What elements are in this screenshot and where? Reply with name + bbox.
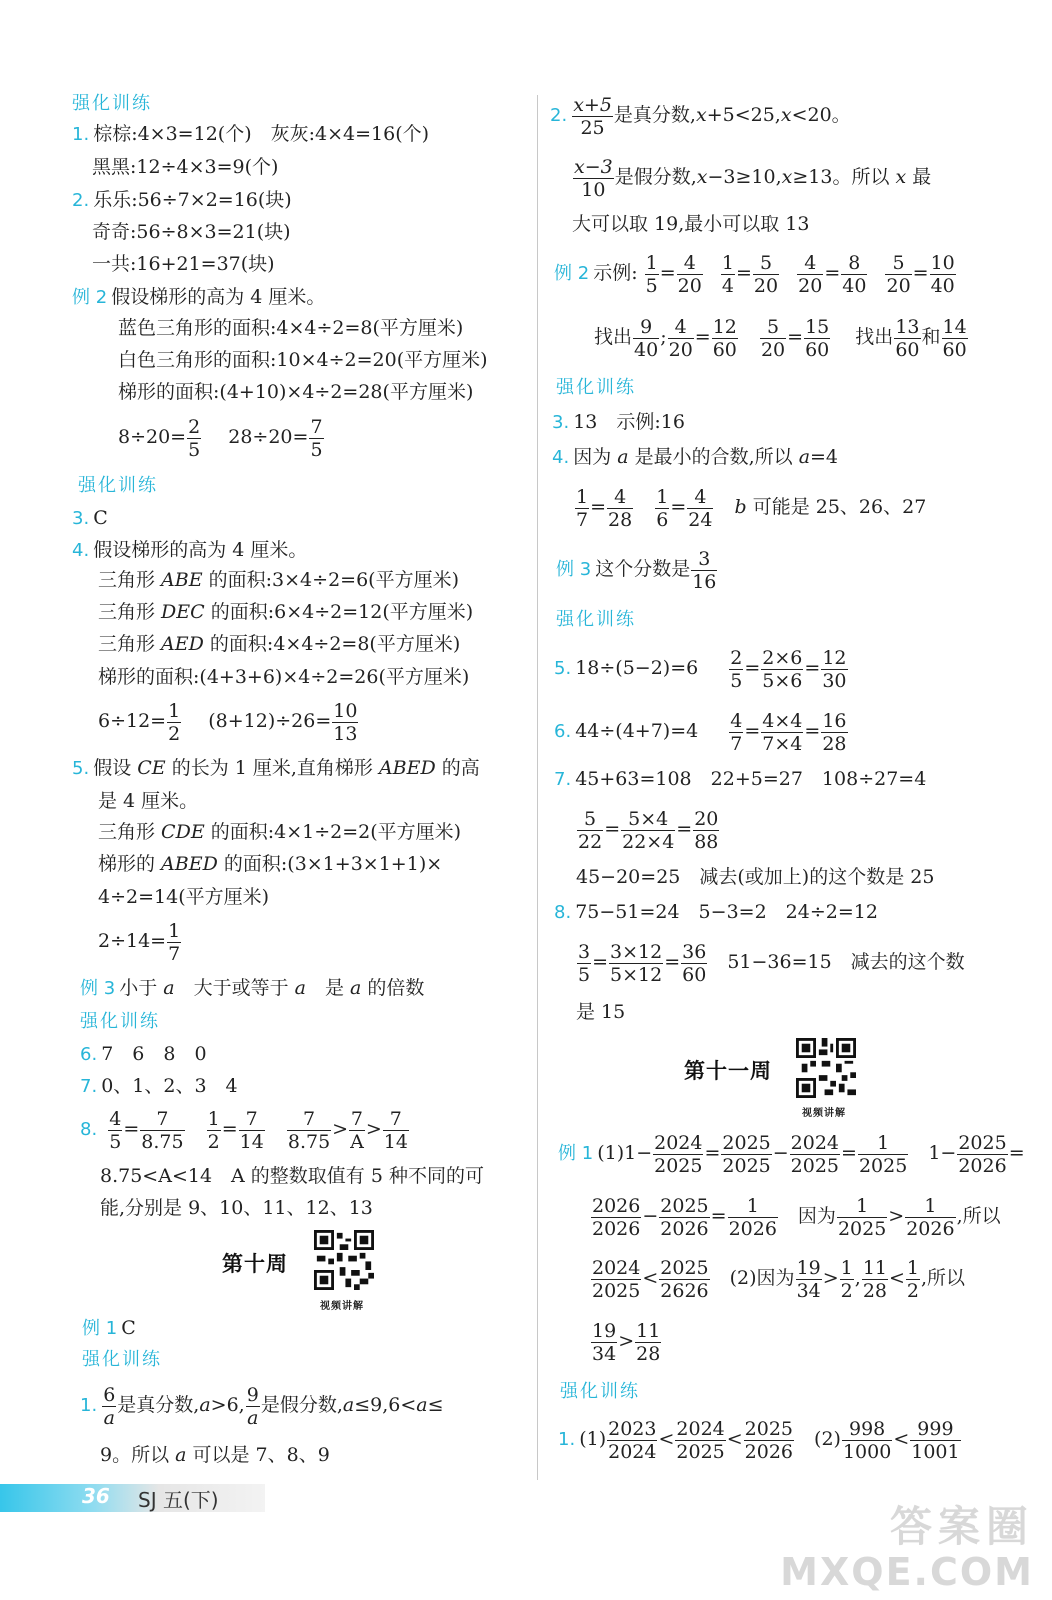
answer-3: 3. C [72,507,108,529]
qr-code-icon[interactable] [314,1230,374,1290]
answer-3: 3. 13 示例:16 [552,411,685,433]
book-label: SJ 五(下) [138,1488,219,1512]
example-1: 例 1 C [82,1317,136,1339]
answer-6: 6. 7 6 8 0 [80,1043,207,1065]
answer-4-line5: 梯形的面积:(4+3+6)×4÷2=26(平方厘米) [98,666,470,688]
answer-5-line5: 4÷2=14(平方厘米) [98,886,270,908]
example-1-line4: $\frac{19}{34}$ > $\frac{11}{28}$ [592,1319,661,1365]
example-2: 例 2 示例: $\frac{1}{5}$ = $\frac{4}{20}$ $\frac{1}{4}$ = $\frac{5}{20}$ $\frac{4}{20}$ = $\frac{8}{40}$ $\frac{5}{20}$ = $\frac{10}{40}$ [554,251,955,297]
answer-7: 7. 45+63=108 22+5=27 108÷27=4 [554,768,927,790]
answer-8-line2: 8.75<A<14 A 的整数取值有 5 种不同的可 [100,1165,484,1187]
answer-5-line2: 是 4 厘米。 [98,790,199,812]
week-10-title: 第十周 [222,1252,288,1276]
footer-band [0,1484,265,1512]
qr-code-icon[interactable] [796,1038,856,1098]
page-number: 36 [82,1484,110,1508]
answer-4: 4. 因为 a 是最小的合数,所以 a=4 [552,446,839,468]
answer-5-fraction: 2÷14= $\frac{1}{7}$ [98,919,181,965]
week11-answer-1: 1. (1) $\frac{2023}{2024}$ < $\frac{2024}{2025}$ < $\frac{2025}{2026}$ (2) $\frac{998}{1000}$ < $\frac{999}{1001}$ [558,1417,960,1463]
answer-1: 1. 棕棕:4×3=12(个) 灰灰:4×4=16(个) [72,123,430,145]
qr-caption: 视频讲解 [802,1108,846,1119]
section-heading: 强化训练 [560,1381,640,1402]
answer-5: 5. 假设 CE 的长为 1 厘米,直角梯形 ABED 的高 [72,757,480,779]
watermark: 答案圈 MXQE.COM [780,1502,1034,1594]
qr-caption: 视频讲解 [320,1301,364,1312]
answer-1-line2: 黑黑:12÷4×3=9(个) [92,156,279,178]
answer-8: 8. 75−51=24 5−3=2 24÷2=12 [554,901,878,923]
example-1-line2: $\frac{2026}{2026}$ − $\frac{2025}{2026}$ = $\frac{1}{2026}$ 因为 $\frac{1}{2025}$ > $\frac{1}{2026}$ ,所以 [592,1194,1001,1240]
section-heading: 强化训练 [556,609,636,630]
column-divider [537,95,538,1480]
example-1: 例 1 (1)1− $\frac{2024}{2025}$ = $\frac{2025}{2025}$ − $\frac{2024}{2025}$ = $\frac{1}{2025}$ 1− $\frac{2025}{2026}$ = [558,1131,1025,1177]
section-heading: 强化训练 [556,377,636,398]
answer-6: 6. 44÷(4+7)=4 $\frac{4}{7}$ = $\frac{4\times 4}{7\times 4}$ = $\frac{16}{28}$ [554,709,847,755]
answer-2: 2. 乐乐:56÷7×2=16(块) [72,189,292,211]
answer-8: 8. $\frac{4}{5}$ = $\frac{7}{8.75}$ $\frac{1}{2}$ = $\frac{7}{14}$ $\frac{7}{8.75}$ > $\frac{7}{A}$ > $\frac{7}{14}$ [80,1107,408,1153]
answer-4-line4: 三角形 AED 的面积:4×4÷2=8(平方厘米) [98,633,461,655]
answer-7-line3: 45−20=25 减去(或加上)的这个数是 25 [576,866,935,888]
answer-8-line3: 能,分别是 9、10、11、12、13 [100,1197,373,1219]
answer-2: 2. $\frac{x+5}{25}$ 是真分数,x+5<25,x<20。 [550,93,851,139]
answer-2-line2: 奇奇:56÷8×3=21(块) [92,221,291,243]
section-heading: 强化训练 [82,1349,162,1370]
answer-7: 7. 0、1、2、3 4 [80,1075,238,1097]
example-2-line4: 梯形的面积:(4+10)×4÷2=28(平方厘米) [118,381,474,403]
answer-8-line2: $\frac{3}{5}$ = $\frac{3\times 12}{5\times 12}$ = $\frac{36}{60}$ 51−36=15 减去的这个数 [578,940,965,986]
answer-4-line2: $\frac{1}{7}$ = $\frac{4}{28}$ $\frac{1}{6}$ = $\frac{4}{24}$ b 可能是 25、26、27 [576,485,927,531]
answer-7-line2: $\frac{5}{22}$ = $\frac{5\times 4}{22\times 4}$ = $\frac{20}{88}$ [578,807,719,853]
answer-2-line2: $\frac{x-3}{10}$ 是假分数,x−3≥10,x≥13。所以 x 最 [574,155,932,201]
answer-5-line3: 三角形 CDE 的面积:4×1÷2=2(平方厘米) [98,821,462,843]
answer-5: 5. 18÷(5−2)=6 $\frac{2}{5}$ = $\frac{2\times 6}{5\times 6}$ = $\frac{12}{30}$ [554,646,847,692]
example-2: 例 2 假设梯形的高为 4 厘米。 [72,286,326,308]
answer-2-line3: 大可以取 19,最小可以取 13 [572,213,810,235]
example-2-line2: 蓝色三角形的面积:4×4÷2=8(平方厘米) [118,317,464,339]
answer-4: 4. 假设梯形的高为 4 厘米。 [72,539,308,561]
example-2-line3: 白色三角形的面积:10×4÷2=20(平方厘米) [118,349,488,371]
answer-5-line4: 梯形的 ABED 的面积:(3×1+3×1+1)× [98,853,443,875]
answer-2-line3: 一共:16+21=37(块) [92,253,275,275]
section-heading: 强化训练 [78,475,158,496]
answer-4-line2: 三角形 ABE 的面积:3×4÷2=6(平方厘米) [98,569,459,591]
answer-4-line3: 三角形 DEC 的面积:6×4÷2=12(平方厘米) [98,601,474,623]
example-3: 例 3 小于 a 大于或等于 a 是 a 的倍数 [80,977,425,999]
example-2-line2: 找出 $\frac{9}{40}$ ; $\frac{4}{20}$ = $\frac{12}{60}$ $\frac{5}{20}$ = $\frac{15}{60}$ 找出 $\frac{13}{60}$ 和 $\frac{14}{60}$ [594,315,967,361]
example-1-line3: $\frac{2024}{2025}$ < $\frac{2025}{2626}$ (2)因为 $\frac{19}{34}$ > $\frac{1}{2}$ , $\frac{11}{28}$ < $\frac{1}{2}$ ,所以 [592,1256,966,1302]
section-heading: 强化训练 [72,93,152,114]
answer-8-line3: 是 15 [576,1001,626,1023]
example-2-fractions: 8÷20= $\frac{2}{5}$ 28÷20= $\frac{7}{5}$ [118,415,323,461]
week-11-title: 第十一周 [684,1059,772,1083]
section-heading: 强化训练 [80,1011,160,1032]
example-3: 例 3 这个分数是 $\frac{3}{16}$ [556,547,717,593]
week10-answer-1: 1. $\frac{6}{a}$ 是真分数,a>6, $\frac{9}{a}$ 是假分数,a≤9,6<a≤ [80,1383,444,1429]
answer-4-fractions: 6÷12= $\frac{1}{2}$ (8+12)÷26= $\frac{10}{13}$ [98,699,358,745]
week10-answer-1-line2: 9。所以 a 可以是 7、8、9 [100,1444,330,1466]
